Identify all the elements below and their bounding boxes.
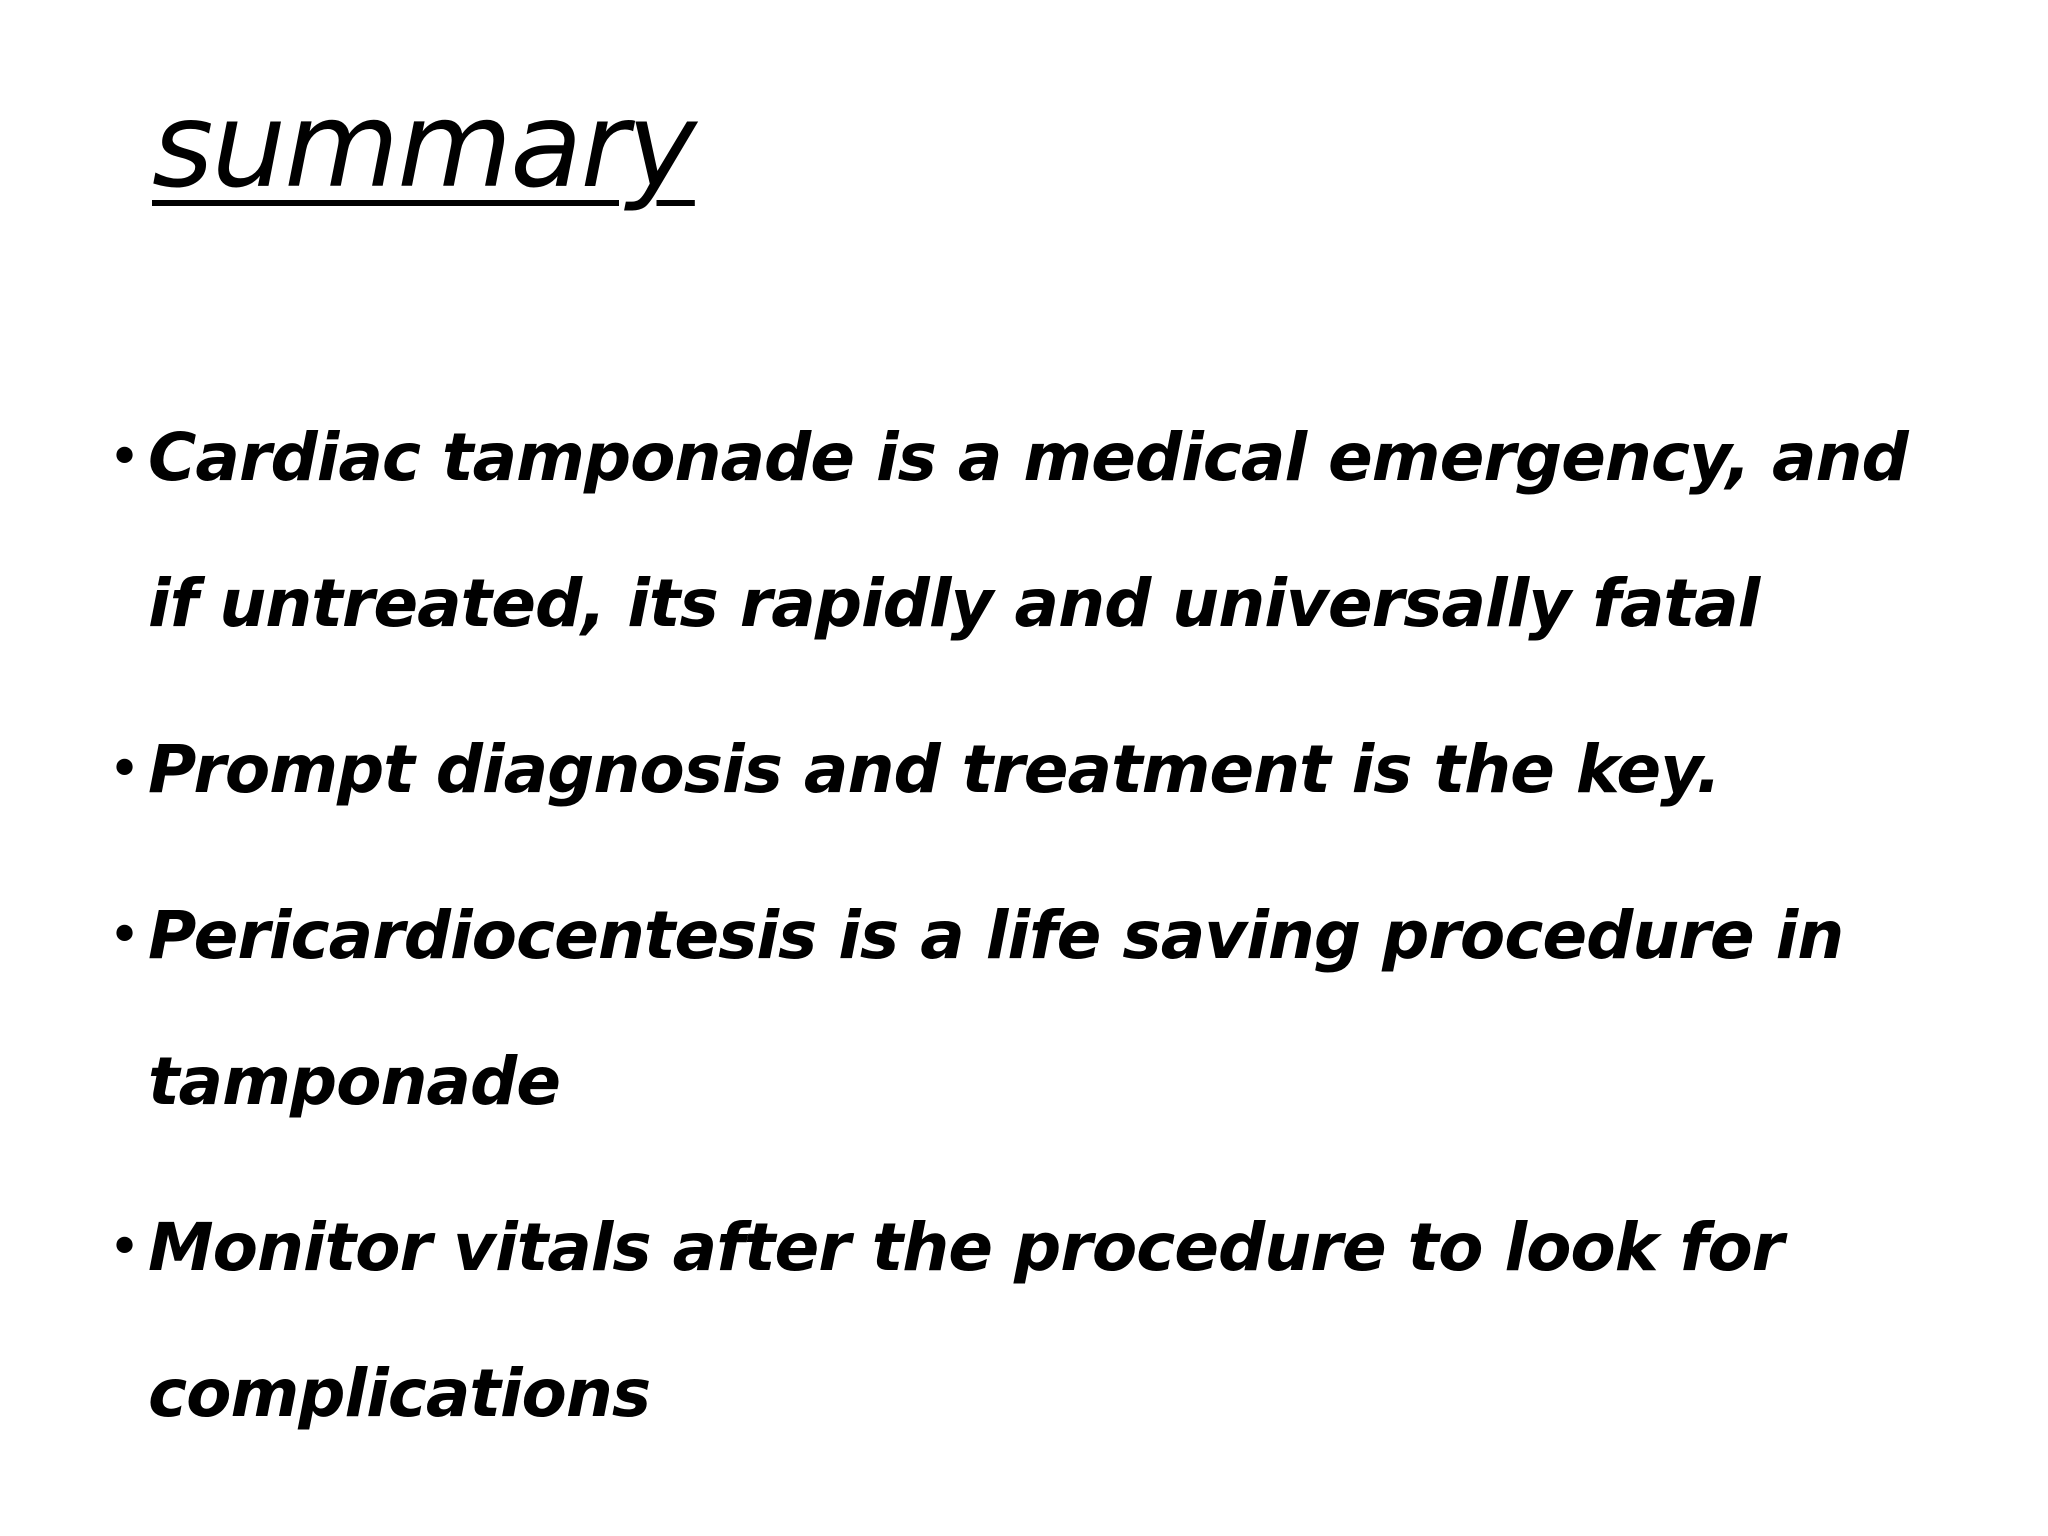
bullet-marker: • — [108, 1215, 141, 1280]
bullet-item — [108, 863, 1948, 1155]
bullet-marker: • — [108, 737, 141, 802]
bullet-text: Prompt diagnosis and treatment is the key. — [148, 731, 1721, 808]
bullet-marker: • — [108, 903, 141, 968]
bullet-list — [108, 385, 1948, 1487]
bullet-text: Pericardiocentesis is a life saving procedure in tamponade — [148, 897, 1844, 1120]
slide-title: summary — [152, 76, 695, 214]
bullet-item — [108, 385, 1948, 677]
bullet-text: Monitor vitals after the procedure to look for complications — [148, 1209, 1784, 1432]
bullet-marker: • — [108, 425, 141, 490]
bullet-item — [108, 697, 1948, 843]
bullet-text: Cardiac tamponade is a medical emergency, and if untreated, its rapidly and universally fatal — [148, 419, 1908, 642]
bullet-item — [108, 1175, 1948, 1467]
